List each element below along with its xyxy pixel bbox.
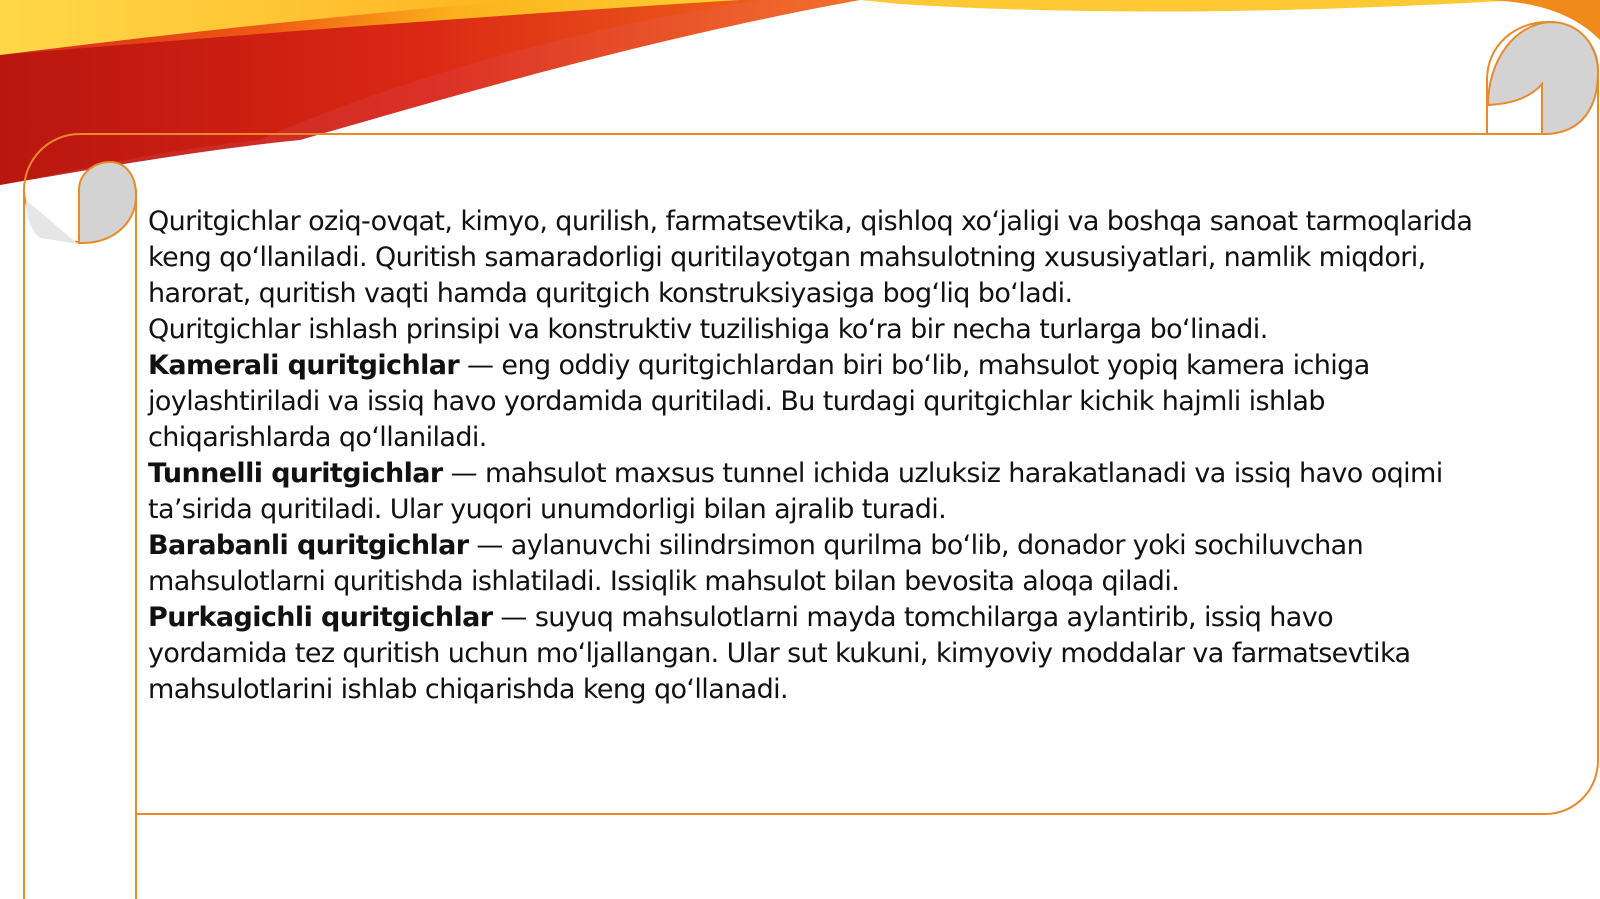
paragraph-text: Quritgichlar ishlash prinsipi va konstruktiv tuzilishiga ko‘ra bir necha turlarga bo‘linadi. xyxy=(148,314,1268,345)
paragraph-tunnel-dryers xyxy=(148,456,1478,528)
paragraph-types-intro xyxy=(148,312,1478,348)
term-heading: Tunnelli quritgichlar xyxy=(148,458,443,489)
paragraph-text: — eng oddiy quritgichlardan biri bo‘lib, mahsulot yopiq kamera ichiga joylashtiriladi va issiq havo yordamida quritiladi. Bu turdagi quritgichlar kichik hajmli ishlab chiqarishlarda qo‘llaniladi. xyxy=(148,350,1370,453)
paragraph-intro xyxy=(148,204,1478,312)
paragraph-text: Quritgichlar oziq-ovqat, kimyo, qurilish, farmatsevtika, qishloq xo‘jaligi va boshqa sanoat tarmoqlarida keng qo‘llaniladi. Quritish samaradorligi quritilayotgan mahsulotning xususiyatlari, namlik miqdori, harorat, quritish vaqti hamda quritgich konstruksiyasiga bog‘liq bo‘ladi. xyxy=(148,206,1473,309)
term-heading: Purkagichli quritgichlar xyxy=(148,602,493,633)
paragraph-drum-dryers xyxy=(148,528,1478,600)
paragraph-spray-dryers xyxy=(148,600,1478,708)
body-text xyxy=(148,204,1478,708)
paragraph-text: — aylanuvchi silindrsimon qurilma bo‘lib, donador yoki sochiluvchan mahsulotlarni quritishda ishlatiladi. Issiqlik mahsulot bilan bevosita aloqa qiladi. xyxy=(148,530,1364,597)
term-heading: Kamerali quritgichlar xyxy=(148,350,460,381)
paragraph-chamber-dryers xyxy=(148,348,1478,456)
paragraph-text: — suyuq mahsulotlarni mayda tomchilarga aylantirib, issiq havo yordamida tez quritish uchun mo‘ljallangan. Ular sut kukuni, kimyoviy moddalar va farmatsevtika mahsulotlarini ishlab chiqarishda keng qo‘llanadi. xyxy=(148,602,1411,705)
term-heading: Barabanli quritgichlar xyxy=(148,530,469,561)
banner-swoosh xyxy=(0,0,1600,185)
paragraph-text: — mahsulot maxsus tunnel ichida uzluksiz harakatlanadi va issiq havo oqimi ta’sirida quritiladi. Ular yuqori unumdorligi bilan ajralib turadi. xyxy=(148,458,1443,525)
